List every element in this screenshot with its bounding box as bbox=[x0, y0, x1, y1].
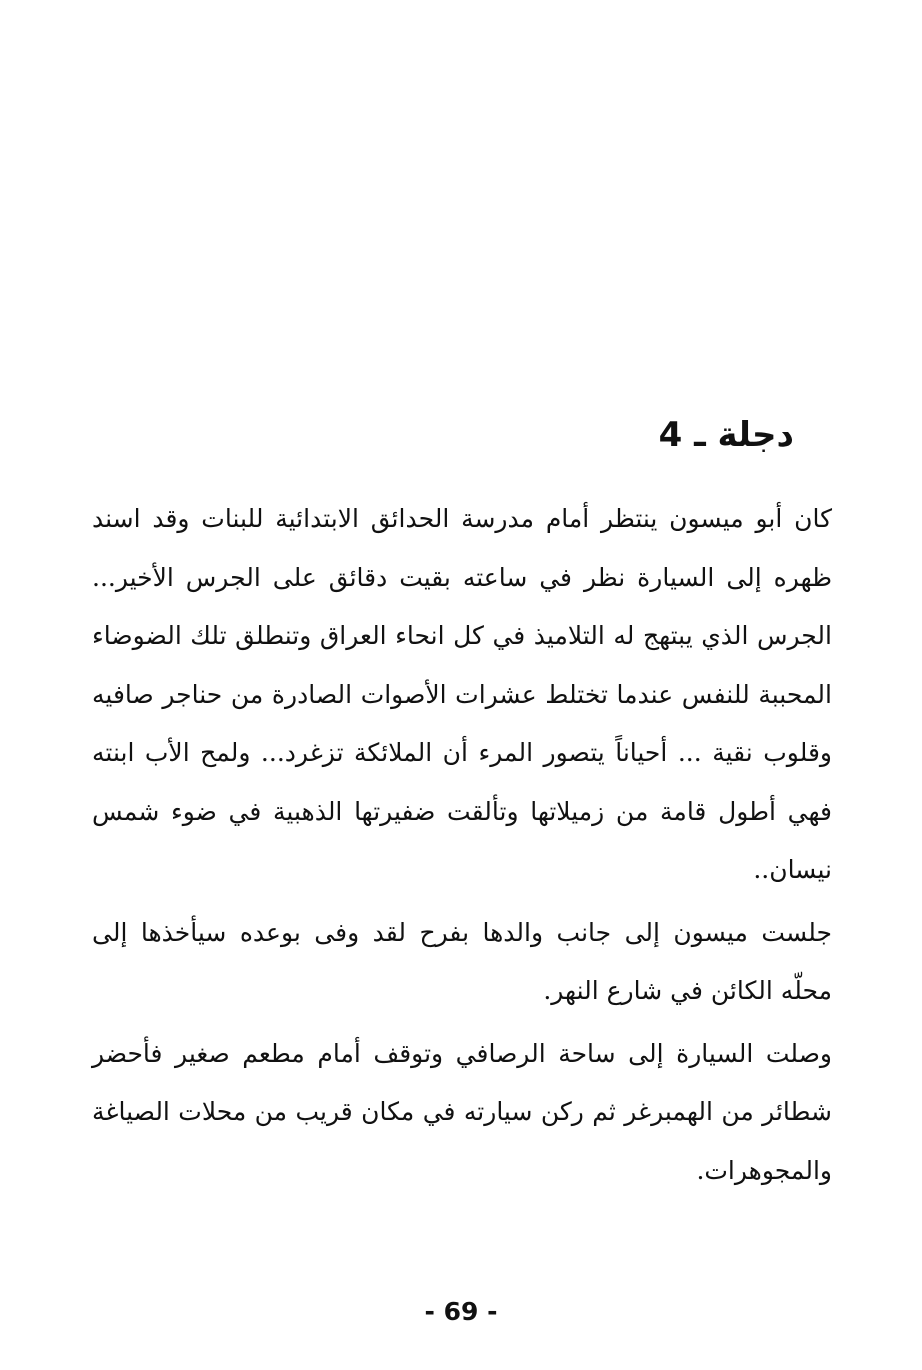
paragraph-2: جلست ميسون إلى جانب والدها بفرح لقد وفى بوعده سيأخذها إلى محلّه الكائن في شارع النهر. bbox=[92, 917, 832, 1005]
paragraph-3: وصلت السيارة إلى ساحة الرصافي وتوقف أمام مطعم صغير فأحضر شطائر من الهمبرغر ثم ركن سيارته في مكان قريب من محلات الصياغة والمجوهرات. bbox=[92, 1038, 832, 1185]
page-number: - 69 - bbox=[424, 1297, 498, 1326]
chapter-title: دجلة ـ 4 bbox=[658, 415, 794, 455]
paragraph-1: كان أبو ميسون ينتظر أمام مدرسة الحدائق الابتدائية للبنات وقد اسند ظهره إلى السيارة نظر في ساعته بقيت دقائق على الجرس الأخير... الجرس الذي يبتهج له التلاميذ في كل انحاء العراق وتنطلق تلك الضوضاء المحببة للنفس عندما تختلط عشرات الأصوات الصادرة من حناجر صافيه وقلوب نقية ... أحياناً يتصور المرء أن الملائكة تزغرد... ولمح الأب ابنته فهي أطول قامة من زميلاتها وتألقت ضفيرتها الذهبية في ضوء شمس نيسان.. bbox=[92, 504, 832, 884]
body-text bbox=[92, 490, 832, 1200]
